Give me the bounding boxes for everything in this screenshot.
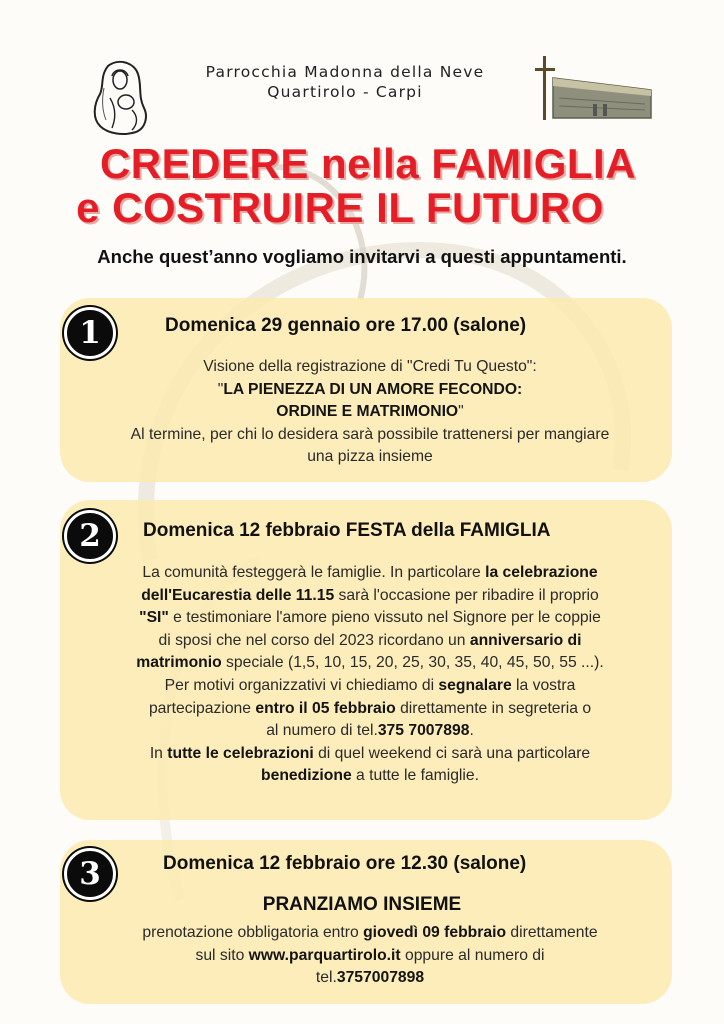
- madonna-and-child-logo: [88, 58, 154, 136]
- parish-name: [150, 62, 540, 102]
- parish-location-line: Quartirolo - Carpi: [267, 83, 423, 101]
- event-1-video-title-line: "LA PIENEZZA DI UN AMORE FECONDO:: [217, 380, 523, 398]
- event-3-heading: Domenica 12 febbraio ore 12.30 (salone): [163, 853, 527, 874]
- event-1-text-line: Al termine, per chi lo desidera sarà possibile trattenersi per mangiare: [130, 425, 610, 443]
- event-2-heading: Domenica 12 febbraio FESTA della FAMIGLIA: [143, 520, 551, 541]
- intro-text: Anche quest’anno vogliamo invitarvi a questi appuntamenti.: [97, 246, 627, 267]
- number-badge-3: 3: [64, 848, 116, 900]
- event-1-description: [70, 356, 670, 469]
- website-link[interactable]: www.parquartirolo.it: [248, 946, 401, 964]
- phone-number: 3757007898: [336, 969, 425, 987]
- event-1-text-line: Visione della registrazione di "Credi Tu Questo":: [203, 358, 537, 375]
- parish-name-line: Parrocchia Madonna della Neve: [205, 63, 485, 81]
- event-3-subheading: PRANZIAMO INSIEME: [262, 894, 462, 915]
- number-badge-2: 2: [64, 510, 116, 562]
- event-1-video-subtitle-line: ORDINE E MATRIMONIO": [276, 403, 464, 421]
- header: [0, 40, 724, 130]
- event-1-text-line: una pizza insieme: [307, 448, 433, 466]
- title-line-1: CREDERE nella FAMIGLIA: [99, 140, 637, 187]
- event-1-heading: Domenica 29 gennaio ore 17.00 (salone): [165, 315, 527, 336]
- event-3-description: prenotazione obbligatoria entro giovedì 09 febbraio direttamente sul sito www.parquartirolo.it oppure al numero di tel.3757007898: [142, 924, 598, 987]
- event-2-description: La comunità festeggerà le famiglie. In particolare la celebrazione dell'Eucarestia delle 11.15 sarà l'occasione per ribadire il proprio "SI" e testimoniare l'amore pieno vissuto nel Signore per le coppie di sposi che nel corso del 2023 ricordano un anniversario di matrimonio speciale (1,5, 10, 15, 20, 25, 30, 35, 40, 45, 50, 55 ...). Per motivi organizzativi vi chiediamo di segnalare la vostra partecipazione entro il 05 febbraio direttamente in segreteria o al numero di tel.375 7007898. In tutte le celebrazioni di quel weekend ci sarà una particolare benedizione a tutte le famiglie.: [136, 564, 604, 785]
- number-badge-1: 1: [64, 307, 116, 359]
- church-building-logo: [533, 54, 661, 124]
- title-line-2: e COSTRUIRE IL FUTURO: [76, 184, 604, 231]
